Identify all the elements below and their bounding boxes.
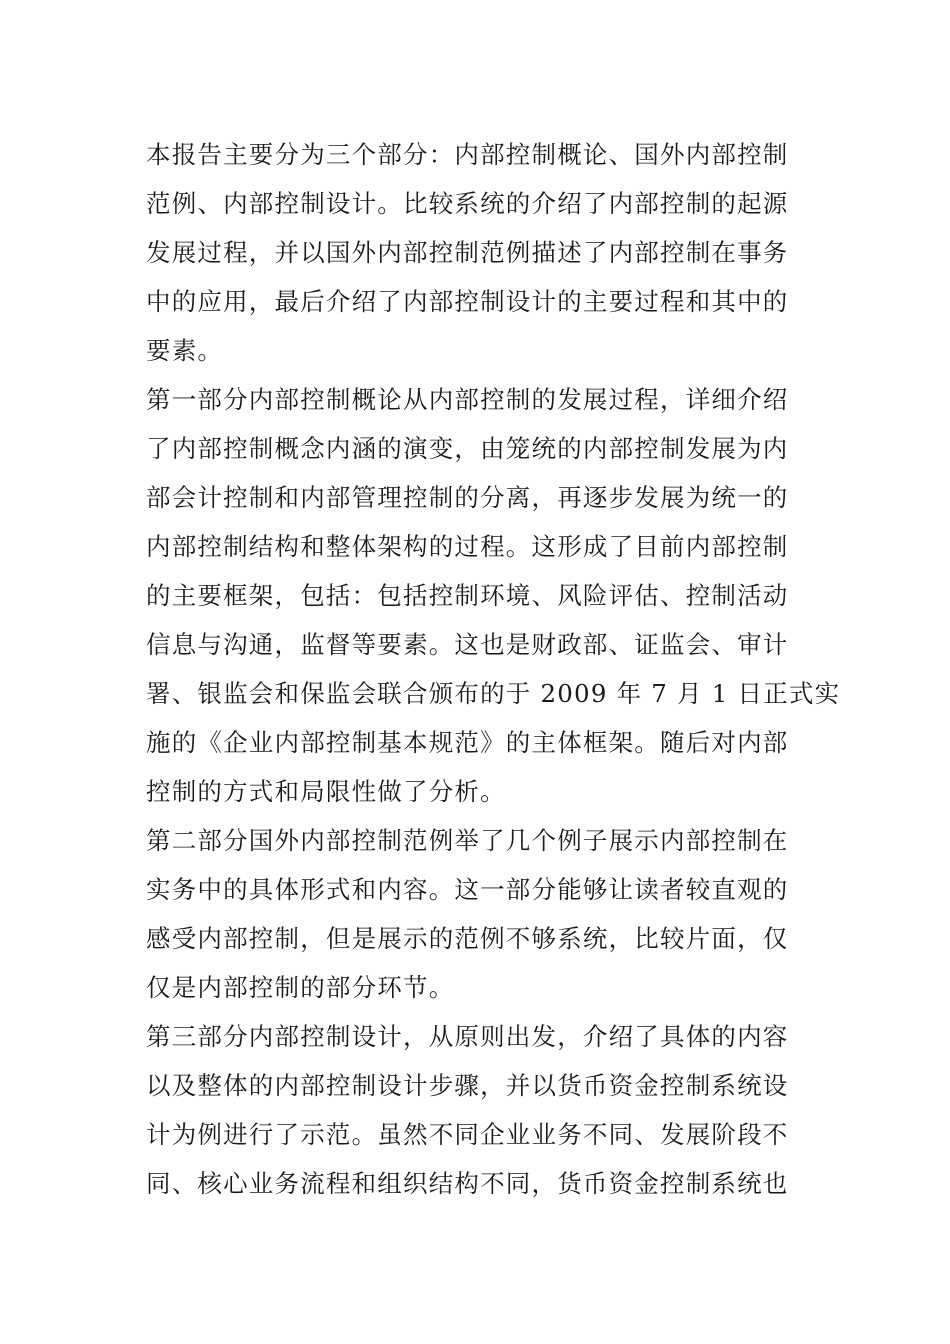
text-line: 中的应用，最后介绍了内部控制设计的主要过程和其中的 [146, 287, 789, 316]
text-line: 的主要框架，包括：包括控制环境、风险评估、控制活动 [146, 581, 789, 610]
text-line: 第三部分内部控制设计，从原则出发，介绍了具体的内容 [146, 1022, 789, 1051]
text-line: 感受内部控制，但是展示的范例不够系统，比较片面，仅 [146, 924, 789, 953]
text-line: 内部控制结构和整体架构的过程。这形成了目前内部控制 [146, 532, 789, 561]
text-line: 了内部控制概念内涵的演变，由笼统的内部控制发展为内 [146, 434, 789, 463]
text-line: 第一部分内部控制概论从内部控制的发展过程，详细介绍 [146, 385, 789, 414]
document-body [146, 130, 841, 1208]
text-line: 发展过程，并以国外内部控制范例描述了内部控制在事务 [146, 238, 789, 267]
text-line: 同、核心业务流程和组织结构不同，货币资金控制系统也 [146, 1169, 789, 1198]
text-line: 以及整体的内部控制设计步骤，并以货币资金控制系统设 [146, 1071, 789, 1100]
text-line: 施的《企业内部控制基本规范》的主体框架。随后对内部 [146, 728, 789, 757]
text-line: 部会计控制和内部管理控制的分离，再逐步发展为统一的 [146, 483, 789, 512]
text-line: 第二部分国外内部控制范例举了几个例子展示内部控制在 [146, 826, 789, 855]
text-line: 署、银监会和保监会联合颁布的于 2009 年 7 月 1 日正式实 [146, 679, 841, 708]
text-line: 信息与沟通，监督等要素。这也是财政部、证监会、审计 [146, 630, 789, 659]
text-line: 要素。 [146, 336, 224, 365]
text-line: 本报告主要分为三个部分：内部控制概论、国外内部控制 [146, 140, 789, 169]
text-line: 仅是内部控制的部分环节。 [146, 973, 455, 1002]
text-line: 控制的方式和局限性做了分析。 [146, 777, 506, 806]
text-line: 范例、内部控制设计。比较系统的介绍了内部控制的起源 [146, 189, 789, 218]
text-line: 实务中的具体形式和内容。这一部分能够让读者较直观的 [146, 875, 789, 904]
text-line: 计为例进行了示范。虽然不同企业业务不同、发展阶段不 [146, 1120, 789, 1149]
